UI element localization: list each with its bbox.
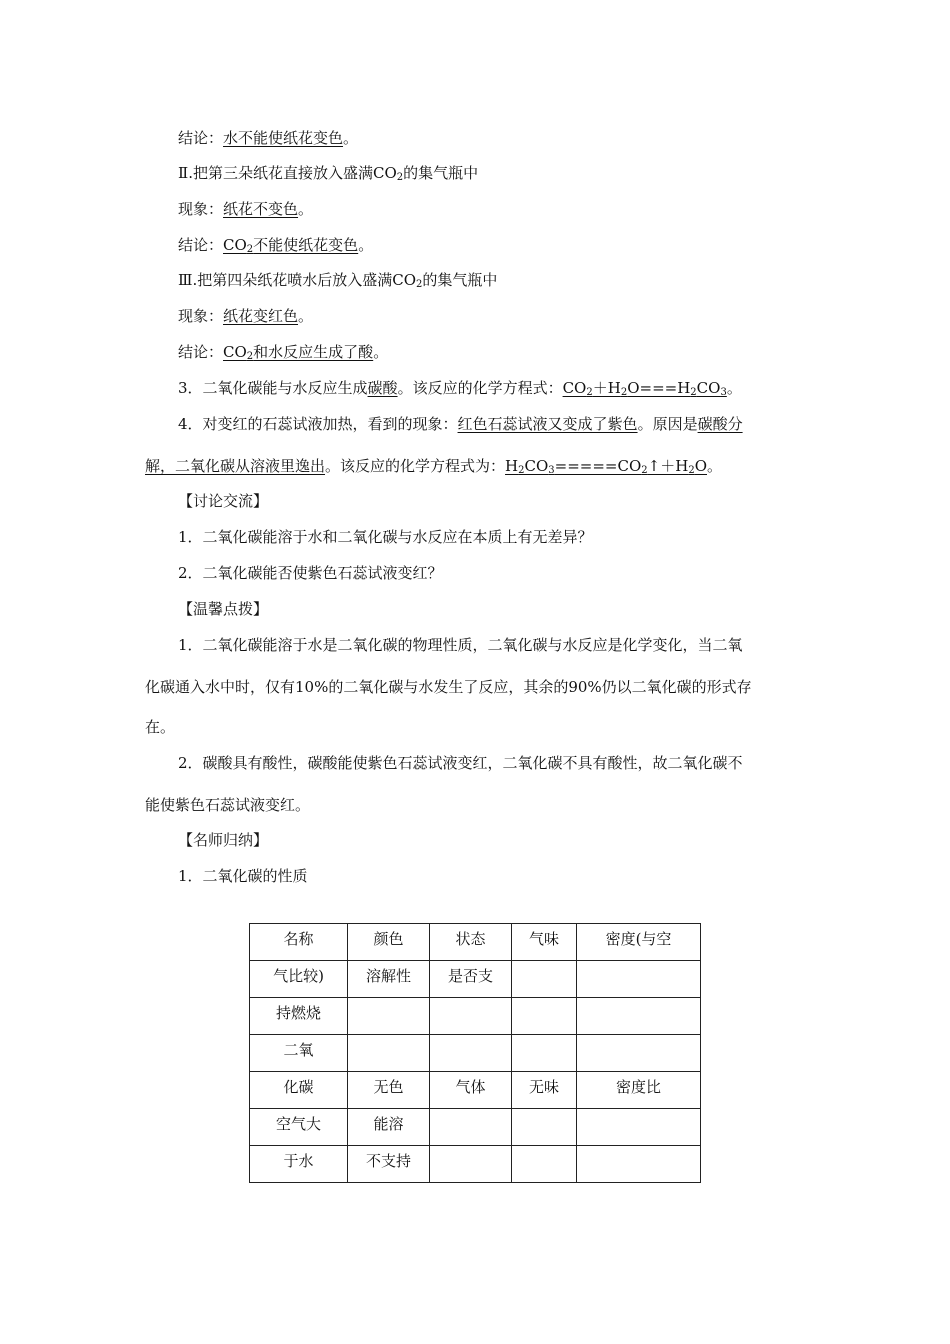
table-cell xyxy=(512,998,577,1035)
table-cell: 气体 xyxy=(430,1072,512,1109)
table-cell: 不支持 xyxy=(348,1146,430,1183)
table-cell: 于水 xyxy=(250,1146,348,1183)
table-cell: 颜色 xyxy=(348,924,430,961)
table-cell: 是否支 xyxy=(430,961,512,998)
table-cell: 状态 xyxy=(430,924,512,961)
equation: $H_2CO_3=====CO_2↑+H_2O$ xyxy=(505,457,707,476)
question-1: 1．二氧化碳能溶于水和二氧化碳与水反应在本质上有无差异？ xyxy=(178,528,593,546)
item-4-cont: 解，二氧化碳从溶液里逸出。该反应的化学方程式为：$H_2CO_3=====CO_2↑+H_2O$。 xyxy=(145,457,723,476)
item-3: 3．二氧化碳能与水反应生成碳酸。该反应的化学方程式：$CO_2+H_2O===H_2CO_3$。 xyxy=(178,379,742,398)
table-cell xyxy=(430,998,512,1035)
step-3: Ⅲ.把第四朵纸花喷水后放入盛满$CO_2$的集气瓶中 xyxy=(178,271,498,290)
table-cell xyxy=(430,1109,512,1146)
table-cell xyxy=(577,998,701,1035)
phenomenon-2: 现象：纸花不变色。 xyxy=(178,200,314,218)
table-cell xyxy=(512,1035,577,1072)
answer-text: $CO_2$不能使纸花变色 xyxy=(223,236,359,255)
table-cell: 溶解性 xyxy=(348,961,430,998)
table-row xyxy=(250,924,701,961)
answer-text: 纸花变红色 xyxy=(223,307,299,325)
table-cell: 名称 xyxy=(250,924,348,961)
table-cell xyxy=(512,1146,577,1183)
tip-1-line-3: 在。 xyxy=(145,718,176,736)
section-heading-discussion: 【讨论交流】 xyxy=(178,492,269,510)
step-2: Ⅱ.把第三朵纸花直接放入盛满$CO_2$的集气瓶中 xyxy=(178,164,479,183)
tip-1-line-1: 1．二氧化碳能溶于水是二氧化碳的物理性质，二氧化碳与水反应是化学变化，当二氧 xyxy=(178,636,743,654)
section-heading-summary: 【名师归纳】 xyxy=(178,831,269,849)
table-cell xyxy=(577,1146,701,1183)
table-cell xyxy=(348,1035,430,1072)
conclusion-2: 结论：$CO_2$不能使纸花变色。 xyxy=(178,236,374,255)
phenomenon-3: 现象：纸花变红色。 xyxy=(178,307,314,325)
table-row xyxy=(250,961,701,998)
table-cell: 无味 xyxy=(512,1072,577,1109)
tip-1-line-2: 化碳通入水中时，仅有10%的二氧化碳与水发生了反应，其余的90%仍以二氧化碳的形式存 xyxy=(145,678,752,696)
table-cell: 密度比 xyxy=(577,1072,701,1109)
table-row xyxy=(250,998,701,1035)
conclusion-1: 结论：水不能使纸花变色。 xyxy=(178,129,359,147)
table-cell xyxy=(348,998,430,1035)
section-heading-tips: 【温馨点拨】 xyxy=(178,600,269,618)
co2-properties-table xyxy=(249,923,701,1183)
question-2: 2．二氧化碳能否使紫色石蕊试液变红？ xyxy=(178,564,443,582)
table-row xyxy=(250,1146,701,1183)
table-cell xyxy=(512,1109,577,1146)
table-cell xyxy=(512,961,577,998)
table-cell: 持燃烧 xyxy=(250,998,348,1035)
summary-item-1: 1．二氧化碳的性质 xyxy=(178,867,308,885)
answer-text: 水不能使纸花变色 xyxy=(223,129,344,147)
table-cell: 化碳 xyxy=(250,1072,348,1109)
table-row xyxy=(250,1072,701,1109)
table-cell: 密度(与空 xyxy=(577,924,701,961)
table-cell: 气比较) xyxy=(250,961,348,998)
table-cell: 空气大 xyxy=(250,1109,348,1146)
table-cell: 气味 xyxy=(512,924,577,961)
equation: $CO_2+H_2O===H_2CO_3$ xyxy=(562,379,727,398)
table-cell xyxy=(577,1109,701,1146)
table-cell xyxy=(577,1035,701,1072)
table-cell xyxy=(577,961,701,998)
table-cell: 二氧 xyxy=(250,1035,348,1072)
answer-text: 纸花不变色 xyxy=(223,200,299,218)
table-cell: 能溶 xyxy=(348,1109,430,1146)
conclusion-3: 结论：$CO_2$和水反应生成了酸。 xyxy=(178,343,389,362)
table-cell: 无色 xyxy=(348,1072,430,1109)
table-row xyxy=(250,1035,701,1072)
tip-2-line-2: 能使紫色石蕊试液变红。 xyxy=(145,796,311,814)
item-4: 4．对变红的石蕊试液加热，看到的现象：红色石蕊试液又变成了紫色。原因是碳酸分 xyxy=(178,415,743,433)
answer-text: $CO_2$和水反应生成了酸 xyxy=(223,343,374,362)
table-row xyxy=(250,1109,701,1146)
tip-2-line-1: 2．碳酸具有酸性，碳酸能使紫色石蕊试液变红，二氧化碳不具有酸性，故二氧化碳不 xyxy=(178,754,743,772)
table-cell xyxy=(430,1146,512,1183)
table-cell xyxy=(430,1035,512,1072)
